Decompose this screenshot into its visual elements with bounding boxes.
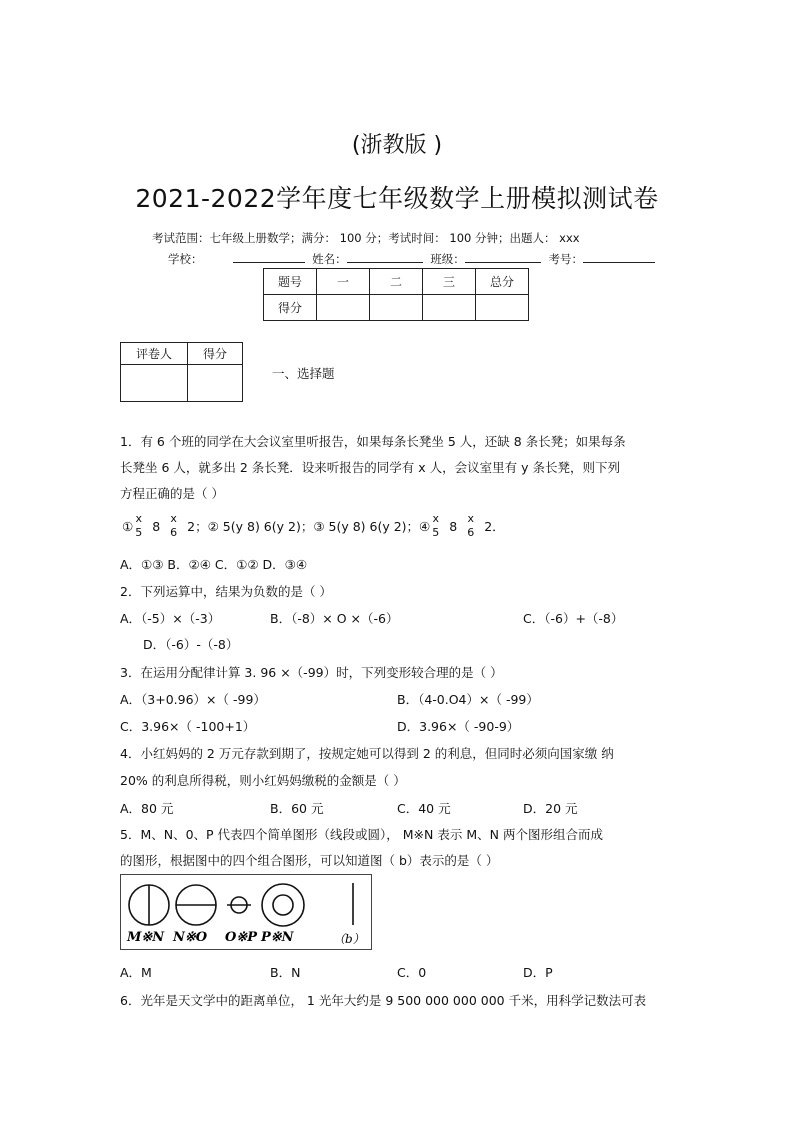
fig-label: O※P — [225, 930, 257, 945]
eq-text: 2． — [484, 519, 505, 534]
fraction-num: x — [135, 512, 142, 525]
q1-equations — [122, 512, 505, 540]
q2-stem: 2．下列运算中，结果为负数的是（ ） — [120, 584, 332, 599]
score-row-label: 得分 — [264, 295, 317, 321]
fraction — [467, 512, 474, 540]
score-cell[interactable] — [476, 295, 529, 321]
fraction-den: 5 — [135, 526, 143, 539]
q5-option-a: A．M — [120, 965, 152, 980]
name-blank — [347, 250, 423, 263]
q4-option-c: C．40 元 — [397, 801, 451, 816]
eq-text: 8 — [449, 518, 458, 534]
fraction-num: x — [432, 512, 440, 525]
q3-option-a: A．（3+0.96）×（ -99） — [120, 692, 266, 707]
large-circle-shape — [262, 884, 304, 926]
grader-table — [120, 342, 243, 402]
q3-stem: 3．在运用分配律计算 3. 96 ×（-99）时，下列变形较合理的是（ ） — [120, 665, 503, 680]
section-heading: 一、选择题 — [272, 366, 335, 381]
fraction — [432, 512, 439, 540]
fraction-num: x — [467, 512, 474, 525]
class-blank — [465, 250, 541, 263]
id-blank — [583, 250, 655, 263]
score-header-cell: 题号 — [264, 269, 317, 295]
fraction — [135, 512, 142, 540]
q5-option-d: D．P — [523, 965, 553, 980]
exam-info: 考试范围：七年级上册数学；满分： 100 分；考试时间： 100 分钟；出题人： xxx — [152, 231, 580, 245]
q4-option-a: A．80 元 — [120, 801, 174, 816]
fraction-num: x — [170, 512, 177, 525]
q4-line2: 20% 的利息所得税，则小红妈妈缴税的金额是（ ） — [120, 773, 406, 788]
grader-cell[interactable] — [121, 365, 188, 402]
combined-shapes-figure — [121, 875, 371, 949]
q3-option-b: B．（4-0.O4）×（ -99） — [397, 692, 539, 707]
fraction — [170, 512, 177, 540]
page-title: 2021-2022学年度七年级数学上册模拟测试卷 — [135, 184, 659, 213]
grader-header-cell: 得分 — [188, 343, 243, 365]
score-header-cell: 二 — [370, 269, 423, 295]
q5-line1: 5．M、N、0、P 代表四个简单图形（线段或圆）， M※N 表示 M、N 两个图形组合而成 — [120, 827, 603, 842]
q1-line1: 1．有 6 个班的同学在大会议室里听报告，如果每条长凳坐 5 人，还缺 8 条长凳；如果每条 — [120, 434, 626, 449]
q2-option-c: C．（-6）+（-8） — [523, 611, 624, 626]
score-cell[interactable] — [423, 295, 476, 321]
score-cell[interactable] — [317, 295, 370, 321]
edition-label: (浙教版 ) — [351, 133, 443, 158]
fig-label: P※N — [261, 930, 294, 945]
fraction-den: 5 — [432, 526, 440, 539]
id-label: 考号： — [548, 252, 583, 266]
score-header-cell: 三 — [423, 269, 476, 295]
q2-option-d: D．（-6）-（-8） — [143, 637, 239, 652]
q2-option-b: B．（-8）× O ×（-6） — [270, 611, 399, 626]
q5-figure — [120, 874, 372, 950]
q3-option-d: D．3.96×（ -90-9） — [397, 719, 520, 734]
q1-line3: 方程正确的是（ ） — [120, 486, 224, 501]
q4-line1: 4．小红妈妈的 2 万元存款到期了，按规定她可以得到 2 的利息，但同时必须向国家缴 纳 — [120, 746, 614, 761]
score-header-cell: 总分 — [476, 269, 529, 295]
q5-option-b: B．N — [270, 965, 301, 980]
q3-option-c: C．3.96×（ -100+1） — [120, 719, 256, 734]
score-cell[interactable] — [370, 295, 423, 321]
fig-label: N※O — [173, 930, 208, 945]
q5-option-c: C．0 — [397, 965, 427, 980]
circle-num-1: ① — [122, 518, 134, 534]
q6-line1: 6．光年是天文学中的距离单位， 1 光年大约是 9 500 000 000 000 千米，用科学记数法可表 — [120, 993, 647, 1008]
class-label: 班级： — [430, 252, 465, 266]
small-circle-shape — [273, 895, 293, 915]
school-label: 学校： — [168, 252, 203, 266]
score-header-cell: 一 — [317, 269, 370, 295]
q4-option-b: B．60 元 — [270, 801, 324, 816]
q2-option-a: A．（-5）×（-3） — [120, 611, 221, 626]
fig-label: （b） — [333, 932, 365, 946]
q5-line2: 的图形，根据图中的四个组合图形，可以知道图（ b）表示的是（ ） — [120, 853, 499, 868]
q1-line2: 长凳坐 6 人，就多出 2 条长凳．设来听报告的同学有 x 人，会议室里有 y 条长凳，则下列 — [120, 460, 620, 475]
student-info-line — [168, 250, 655, 267]
grader-cell[interactable] — [188, 365, 243, 402]
school-blank — [233, 250, 305, 263]
fraction-den: 6 — [467, 526, 475, 539]
q4-option-d: D．20 元 — [523, 801, 578, 816]
name-label: 姓名： — [312, 252, 347, 266]
eq-text: 8 — [152, 518, 161, 534]
fig-label: M※N — [127, 930, 165, 945]
q1-options: A．①③ B．②④ C．①② D．③④ — [120, 557, 308, 572]
eq-text: 2；② 5(y 8) 6(y 2)；③ 5(y 8) 6(y 2)；④ — [187, 519, 431, 534]
grader-header-cell: 评卷人 — [121, 343, 188, 365]
score-table — [263, 268, 529, 321]
fraction-den: 6 — [170, 526, 178, 539]
